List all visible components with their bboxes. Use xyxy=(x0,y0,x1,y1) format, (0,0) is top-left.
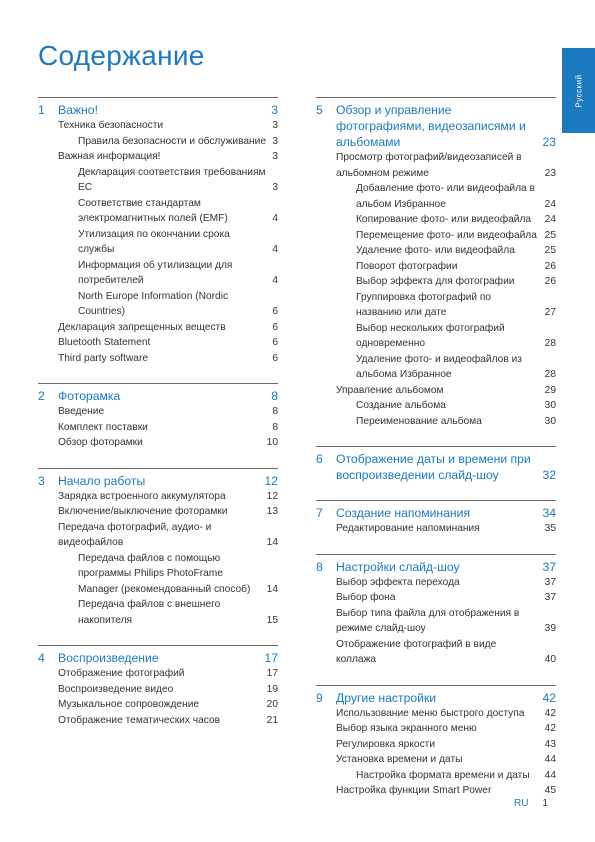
entry-page: 26 xyxy=(544,276,556,287)
toc-entry[interactable] xyxy=(316,212,556,228)
entry-title: Настройка функции Smart Power xyxy=(336,785,492,796)
entry-page: 4 xyxy=(272,275,278,286)
toc-section-heading[interactable] xyxy=(316,559,556,575)
toc-entry[interactable] xyxy=(38,227,278,258)
entry-page: 37 xyxy=(544,576,556,588)
entry-page: 40 xyxy=(544,654,556,665)
entry-page: 8 xyxy=(272,421,278,433)
toc-section xyxy=(316,685,556,799)
toc-entry[interactable] xyxy=(38,351,278,367)
toc-section-heading[interactable] xyxy=(38,473,278,489)
toc-entry[interactable] xyxy=(38,289,278,320)
entry-page: 4 xyxy=(272,244,278,255)
entry-title: Удаление фото- или видеофайла xyxy=(356,245,515,256)
entry-page: 14 xyxy=(266,583,278,595)
toc-entry[interactable] xyxy=(316,243,556,259)
entry-page: 39 xyxy=(544,623,556,634)
entry-page: 6 xyxy=(272,321,278,333)
entry-title: Зарядка встроенного аккумулятора xyxy=(58,490,226,502)
entry-title: Добавление фото- или видеофайла в альбом Избранное xyxy=(356,183,535,210)
entry-title: Выбор эффекта перехода xyxy=(336,576,460,588)
toc-entry[interactable] xyxy=(38,335,278,351)
page-footer xyxy=(514,798,548,809)
toc-entry[interactable] xyxy=(316,181,556,212)
entry-title: Передача фотографий, аудио- и видеофайлов xyxy=(58,521,212,548)
toc-entry[interactable] xyxy=(38,134,278,150)
entry-page: 37 xyxy=(544,592,556,603)
entry-page: 23 xyxy=(544,167,556,179)
section-page: 23 xyxy=(542,135,556,149)
toc-section-heading[interactable] xyxy=(316,505,556,521)
toc-section xyxy=(38,383,278,451)
toc-section-heading[interactable] xyxy=(38,388,278,404)
section-number: 6 xyxy=(316,452,323,466)
toc-section-heading[interactable] xyxy=(38,650,278,666)
toc-section xyxy=(316,97,556,429)
entry-page: 25 xyxy=(544,245,556,256)
entry-title: Музыкальное сопровождение xyxy=(58,699,200,710)
entry-page: 43 xyxy=(544,738,556,750)
section-title: Фоторамка xyxy=(58,389,121,403)
entry-page: 3 xyxy=(272,120,278,131)
toc-section-heading[interactable] xyxy=(38,102,278,118)
toc-entry[interactable] xyxy=(316,706,556,722)
toc-left-column xyxy=(38,97,278,745)
entry-title: Обзор фоторамки xyxy=(58,437,143,448)
entry-page: 24 xyxy=(544,198,556,210)
entry-title: Передача файлов с помощью программы Philips PhotoFrame Manager (рекомендованный способ) xyxy=(78,552,251,595)
section-number: 5 xyxy=(316,103,323,117)
entry-title: Техника безопасности xyxy=(58,120,164,131)
section-page: 12 xyxy=(264,473,278,488)
toc-entry[interactable] xyxy=(316,352,556,383)
entry-page: 13 xyxy=(266,506,278,517)
entry-title: Выбор фона xyxy=(336,592,396,603)
entry-title: Утилизация по окончании срока службы xyxy=(78,228,230,255)
toc-section xyxy=(316,554,556,668)
entry-title: Декларация соответствия требованиям ЕС xyxy=(78,166,266,193)
toc-section xyxy=(38,645,278,728)
section-page: 17 xyxy=(264,651,278,665)
entry-page: 15 xyxy=(266,614,278,626)
entry-title: Управление альбомом xyxy=(336,384,444,396)
entry-page: 6 xyxy=(272,306,278,317)
entry-page: 29 xyxy=(544,384,556,396)
entry-title: Воспроизведение видео xyxy=(58,683,174,695)
entry-title: Выбор языка экранного меню xyxy=(336,723,477,734)
toc-entry[interactable] xyxy=(38,320,278,336)
toc-entry[interactable] xyxy=(38,420,278,436)
entry-title: Использование меню быстрого доступа xyxy=(336,707,525,719)
section-title: Отображение даты и времени при воспроизведении слайд-шоу xyxy=(336,452,531,482)
toc-entry[interactable] xyxy=(316,383,556,399)
page-title: Содержание xyxy=(38,40,205,71)
toc-entry[interactable] xyxy=(38,551,278,598)
entry-page: 6 xyxy=(272,337,278,348)
toc-entry[interactable] xyxy=(316,737,556,753)
entry-page: 25 xyxy=(544,229,556,241)
toc-entry[interactable] xyxy=(316,752,556,768)
toc-entry[interactable] xyxy=(316,721,556,737)
section-number: 8 xyxy=(316,559,323,574)
section-page: 3 xyxy=(271,103,278,117)
entry-title: Отображение фотографий xyxy=(58,668,185,679)
entry-title: Информация об утилизации для потребителей xyxy=(78,259,233,286)
entry-page: 8 xyxy=(272,406,278,417)
toc-entry[interactable] xyxy=(38,435,278,451)
entry-page: 26 xyxy=(544,260,556,272)
toc-entry[interactable] xyxy=(38,165,278,196)
section-number: 2 xyxy=(38,389,45,403)
section-title: Воспроизведение xyxy=(58,651,159,665)
section-number: 9 xyxy=(316,690,323,705)
entry-title: Передача файлов с внешнего накопителя xyxy=(78,599,221,626)
entry-page: 44 xyxy=(544,769,556,781)
entry-title: Перемещение фото- или видеофайла xyxy=(356,229,537,241)
section-page: 32 xyxy=(542,468,556,482)
section-title: Начало работы xyxy=(58,473,146,488)
entry-title: Соответствие стандартам электромагнитных полей (EMF) xyxy=(78,197,228,224)
section-page: 34 xyxy=(542,506,556,520)
toc-entry[interactable] xyxy=(38,682,278,698)
entry-title: Отображение фотографий в виде коллажа xyxy=(336,638,497,665)
toc-entry[interactable] xyxy=(316,274,556,290)
toc-entry[interactable] xyxy=(316,521,556,537)
entry-page: 27 xyxy=(544,307,556,318)
toc-section-heading[interactable] xyxy=(316,690,556,706)
toc-entry[interactable] xyxy=(316,637,556,668)
entry-title: Удаление фото- и видеофайлов из альбома Избранное xyxy=(356,353,522,380)
toc-entry[interactable] xyxy=(38,489,278,505)
entry-title: North Europe Information (Nordic Countries) xyxy=(78,290,229,317)
toc-section xyxy=(316,446,556,483)
toc-entry[interactable] xyxy=(316,321,556,352)
entry-page: 4 xyxy=(272,213,278,224)
toc-section xyxy=(38,97,278,366)
entry-title: Выбор нескольких фотографий одновременно xyxy=(356,322,505,349)
section-number: 3 xyxy=(38,473,45,488)
entry-page: 3 xyxy=(272,182,278,193)
entry-title: Установка времени и даты xyxy=(336,754,463,765)
entry-title: Редактирование напоминания xyxy=(336,523,480,534)
entry-title: Копирование фото- или видеофайла xyxy=(356,214,532,225)
entry-title: Включение/выключение фоторамки xyxy=(58,506,228,517)
toc-section xyxy=(38,468,278,629)
entry-page: 45 xyxy=(544,785,556,796)
entry-title: Bluetooth Statement xyxy=(58,337,151,348)
entry-page: 24 xyxy=(544,214,556,225)
toc-entry[interactable] xyxy=(316,575,556,591)
language-tab-label: Русский xyxy=(574,73,583,108)
entry-title: Выбор типа файла для отображения в режиме слайд-шоу xyxy=(336,607,520,634)
section-number: 1 xyxy=(38,103,45,117)
section-number: 4 xyxy=(38,651,45,665)
entry-page: 28 xyxy=(544,369,556,380)
entry-page: 42 xyxy=(544,707,556,719)
toc-entry[interactable] xyxy=(316,768,556,784)
footer-language: RU xyxy=(514,798,529,809)
entry-page: 3 xyxy=(272,135,278,147)
toc-entry[interactable] xyxy=(38,697,278,713)
section-page: 8 xyxy=(271,389,278,403)
section-title: Настройки слайд-шоу xyxy=(336,559,460,574)
toc-entry[interactable] xyxy=(316,414,556,430)
entry-title: Настройка формата времени и даты xyxy=(356,769,530,781)
toc-entry[interactable] xyxy=(316,259,556,275)
entry-title: Отображение тематических часов xyxy=(58,714,221,726)
toc-entry[interactable] xyxy=(38,713,278,729)
entry-title: Переименование альбома xyxy=(356,415,482,427)
toc-entry[interactable] xyxy=(316,783,556,799)
entry-page: 6 xyxy=(272,352,278,364)
toc-entry[interactable] xyxy=(316,150,556,181)
toc-section-heading[interactable] xyxy=(316,102,556,150)
entry-page: 21 xyxy=(266,714,278,726)
section-title: Создание напоминания xyxy=(336,506,471,520)
section-title: Другие настройки xyxy=(336,690,437,705)
toc-entry[interactable] xyxy=(38,149,278,165)
toc-entry[interactable] xyxy=(38,196,278,227)
toc-entry[interactable] xyxy=(316,606,556,637)
entry-page: 14 xyxy=(266,537,278,548)
entry-page: 30 xyxy=(544,415,556,427)
entry-page: 3 xyxy=(272,151,278,162)
entry-title: Поворот фотографии xyxy=(356,260,458,272)
section-page: 37 xyxy=(542,559,556,574)
entry-title: Third party software xyxy=(58,352,149,364)
toc-entry[interactable] xyxy=(38,404,278,420)
toc-entry[interactable] xyxy=(38,666,278,682)
entry-title: Правила безопасности и обслуживание xyxy=(78,135,267,147)
entry-title: Важная информация! xyxy=(58,151,161,162)
toc-section-heading[interactable] xyxy=(316,451,556,483)
entry-page: 35 xyxy=(544,523,556,534)
section-number: 7 xyxy=(316,506,323,520)
entry-page: 17 xyxy=(266,668,278,679)
toc-entry[interactable] xyxy=(316,228,556,244)
section-title: Обзор и управление фотографиями, видеозаписями и альбомами xyxy=(336,103,526,149)
toc-entry[interactable] xyxy=(38,520,278,551)
toc-entry[interactable] xyxy=(316,590,556,606)
toc-section xyxy=(316,500,556,537)
page-number: 1 xyxy=(542,798,549,809)
entry-page: 12 xyxy=(266,490,278,502)
toc-entry[interactable] xyxy=(38,118,278,134)
toc-entry[interactable] xyxy=(38,597,278,628)
entry-page: 44 xyxy=(544,754,556,765)
entry-title: Просмотр фотографий/видеозаписей в альбомном режиме xyxy=(336,152,522,179)
section-title: Важно! xyxy=(58,103,98,117)
entry-page: 20 xyxy=(266,699,278,710)
toc-entry[interactable] xyxy=(316,398,556,414)
toc-entry[interactable] xyxy=(316,290,556,321)
section-page: 42 xyxy=(542,690,556,705)
entry-title: Создание альбома xyxy=(356,400,446,411)
language-tab xyxy=(562,48,595,133)
entry-title: Комплект поставки xyxy=(58,421,148,433)
entry-page: 42 xyxy=(544,723,556,734)
entry-page: 30 xyxy=(544,400,556,411)
entry-title: Регулировка яркости xyxy=(336,738,436,750)
entry-title: Группировка фотографий по названию или дате xyxy=(356,291,492,318)
toc-right-column xyxy=(316,97,556,816)
entry-page: 10 xyxy=(266,437,278,448)
entry-title: Выбор эффекта для фотографии xyxy=(356,276,515,287)
toc-entry[interactable] xyxy=(38,504,278,520)
entry-title: Введение xyxy=(58,406,105,417)
entry-title: Декларация запрещенных веществ xyxy=(58,321,226,333)
entry-page: 28 xyxy=(544,338,556,349)
entry-page: 19 xyxy=(266,683,278,695)
toc-entry[interactable] xyxy=(38,258,278,289)
